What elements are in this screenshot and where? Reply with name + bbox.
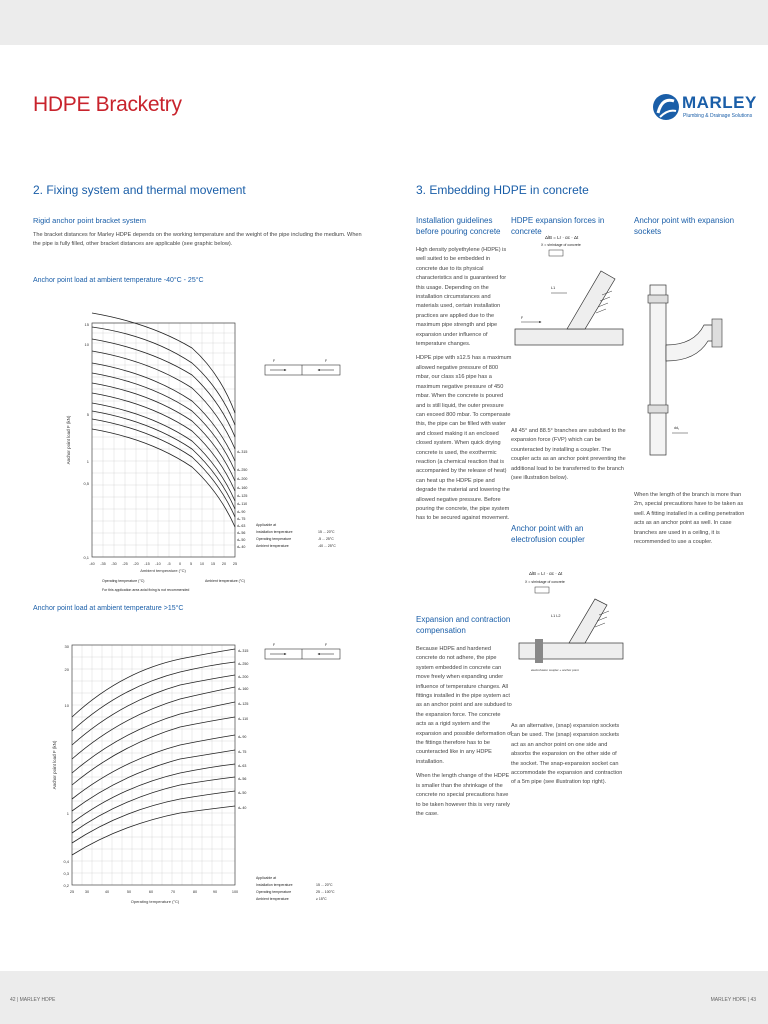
paragraph-branch-length: When the length of the branch is more than 2m, special precautions have to be taken as well. A fitting installed in a ceiling penetration acts as an anchor point as well. In case branches are used in a ceiling, it is recommended to use a coupler. xyxy=(634,492,745,546)
footer-left: 42 | MARLEY HDPE xyxy=(10,997,56,1003)
chart2-x-tick: 25 xyxy=(69,890,75,894)
chart1-x-tick: 5 xyxy=(189,562,193,566)
chart1-note-axial: For this application area axial fixing is not recommended xyxy=(102,588,190,592)
chart2-series-label: dₐ 50 xyxy=(238,791,247,795)
chart2-x-tick: 80 xyxy=(192,890,198,894)
chart1-anchor-load-low-temp xyxy=(60,313,350,593)
chart1-applicable-value: -5 ... 25°C xyxy=(318,537,334,541)
paragraph-length-change: When the length change of the HDPE is smaller than the shrinkage of the concrete no special precautions have to be taken however this is very rarely the case. xyxy=(416,773,510,817)
paragraph-hdpe-suited: High density polyethylene (HDPE) is well suited to be embedded in concrete due to its physical characteristics and is guaranteed for this usage. Depending on the installation circumstances and materials used, certain installation practices are applied due to the maximum pipe strength and pipe expansion under influence of temperature changes. xyxy=(416,247,507,348)
chart1-notes xyxy=(102,579,245,592)
chart2-applicable-box xyxy=(256,876,335,901)
electrofusion-coupler-diagram xyxy=(511,565,629,685)
chart1-x-tick: -30 xyxy=(111,562,117,566)
chart2-series-label: dₐ 63 xyxy=(238,764,247,768)
chart1-x-tick: 20 xyxy=(221,562,227,566)
chart2-x-tick: 30 xyxy=(84,890,90,894)
chart1-series-label: dₐ 110 xyxy=(237,502,248,506)
chart2-anchor-load-high-temp xyxy=(52,637,350,907)
chart2-series-label: dₐ 160 xyxy=(238,687,249,691)
paragraph-snap-sockets: As an alternative, (snap) expansion sockets can be used. The (snap) expansion sockets act as an anchor point on one side and absorbs the expansion on the other side of the socket. The snap-expansion socket can accommodate the expansion and contraction of a 5m pipe (see illustration top right). xyxy=(511,723,623,786)
chart1-applicable-label: Ambient temperature xyxy=(256,544,289,548)
chart1-x-tick: -25 xyxy=(122,562,128,566)
chart1-applicable-value: 15 ... 20°C xyxy=(318,530,335,534)
svg-text:L1: L1 xyxy=(551,286,556,290)
chart2-series-label: dₐ 200 xyxy=(238,675,249,679)
subheading-expansion-compensation: Expansion and contraction compensation xyxy=(416,615,511,635)
chart2-y-label: Anchor point load F (kN) xyxy=(52,740,57,790)
chart1-note-ambient: Ambient temperature (°C) xyxy=(205,579,245,583)
chart2-y-tick: 0,2 xyxy=(63,883,69,888)
chart1-y-label: Anchor point load F (kN) xyxy=(66,415,71,465)
chart1-x-label: Ambient temperature (°C) xyxy=(140,568,186,573)
chart2-x-tick: 100 xyxy=(231,890,239,894)
chart2-x-tick: 60 xyxy=(148,890,154,894)
subheading-electrofusion-coupler: Anchor point with an electrofusion coupler xyxy=(511,524,585,544)
paragraph-negative-pressure: HDPE pipe with s12.5 has a maximum allowed negative pressure of 800 mbar, our class s16 pipe has a maximum negative pressure of 450 mbar. When the concrete is poured and is still liquid, the outer pressure can exceed 800 mbar. To compensate this, the pipe can be filled with water and closed making it an enclosed closed system. When quick drying concrete is used, the exothermic reaction (a chemical reaction that is accompanied by the release of heat) can heat up the HDPE pipe and degrade the material and lowering the allowed negative pressure. Before pouring the concrete, the pipe system has to be secured against movement. xyxy=(416,355,512,522)
formula-shrinkage-note: X = shrinkage of concrete xyxy=(541,243,581,247)
chart2-y-tick: 0,3 xyxy=(63,871,69,876)
svg-text:F: F xyxy=(273,359,276,363)
paragraph-branches: All 45° and 88.5° branches are subdued to the expansion force (FVP) which can be counteracted by installing a coupler. The coupler acts as an anchor point preventing the additional load to be transferred to the branch (see illustration below). xyxy=(511,428,626,482)
chart1-x-tick: -20 xyxy=(133,562,139,566)
chart1-series-label: dₐ 315 xyxy=(237,450,248,454)
chart1-applicable-value: -40 ... 25°C xyxy=(318,544,336,548)
chart2-y-tick: 20 xyxy=(64,667,69,672)
chart1-y-ticks xyxy=(83,322,89,560)
svg-text:L1 L2: L1 L2 xyxy=(551,614,561,618)
logo-word: MARLEY xyxy=(682,93,757,112)
chart2-y-tick: 10 xyxy=(64,703,69,708)
page-title: HDPE Bracketry xyxy=(33,93,182,116)
intro-paragraph: The bracket distances for Marley HDPE depends on the working temperature and the weight of the pipe including the medium. When the pipe is fully filled, other bracket distances are applicable (see graphic below). xyxy=(33,232,362,248)
chart1-x-tick: -40 xyxy=(89,562,95,566)
chart2-x-ticks xyxy=(70,890,238,894)
chart2-pipe-diagram xyxy=(265,643,340,659)
chart1-x-tick: -35 xyxy=(100,562,106,566)
chart1-applicable-label: Installation temperature xyxy=(256,530,293,534)
svg-text:F: F xyxy=(273,643,276,647)
chart1-curves xyxy=(92,313,235,527)
chart1-applicable-heading: Applicable at xyxy=(256,523,277,527)
chart2-series-label: dₐ 40 xyxy=(238,806,247,810)
chart2-applicable-heading: Applicable at xyxy=(256,876,277,880)
chart2-series-label: dₐ 125 xyxy=(238,702,249,706)
svg-text:F: F xyxy=(521,316,524,320)
svg-text:dd₁: dd₁ xyxy=(674,426,680,430)
chart1-applicable-box xyxy=(256,523,336,548)
chart1-series-label: dₐ 63 xyxy=(237,524,246,528)
chart2-applicable-label: Operating temperature xyxy=(256,890,292,894)
chart1-frame xyxy=(92,323,235,557)
chart1-y-tick: 0,5 xyxy=(83,481,89,486)
chart2-series-label: dₐ 315 xyxy=(238,649,249,653)
chart1-x-tick: -10 xyxy=(155,562,161,566)
chart2-x-label: Operating temperature (°C) xyxy=(130,899,180,904)
formula-coupler: ΔlB = Lr · αc · Δt xyxy=(529,571,563,576)
chart1-series-label: dₐ 160 xyxy=(237,486,248,490)
logo-tagline: Plumbing & Drainage Solutions xyxy=(683,113,753,119)
chart1-series-label: dₐ 56 xyxy=(237,531,246,535)
chart1-x-tick: -5 xyxy=(167,562,171,566)
expansion-sockets-diagram xyxy=(634,285,749,465)
chart1-series-label: dₐ 125 xyxy=(237,494,248,498)
formula-coupler-note: X = shrinkage of concrete xyxy=(525,580,565,584)
subheading-expansion-sockets: Anchor point with expansion sockets xyxy=(634,216,735,236)
chart2-applicable-value: ≥ 15°C xyxy=(316,897,327,901)
chart2-series-label: dₐ 90 xyxy=(238,735,247,739)
chart1-y-tick: 1 xyxy=(86,459,89,464)
column1-text-1 xyxy=(416,246,512,529)
chart2-curves xyxy=(72,649,235,855)
branch-expansion-diagram xyxy=(511,231,629,361)
chart2-y-ticks xyxy=(63,644,69,888)
chart1-x-tick: 25 xyxy=(232,562,238,566)
chart2-x-tick: 50 xyxy=(126,890,132,894)
chart2-series-labels xyxy=(238,649,248,810)
chart2-title: Anchor point load at ambient temperature >15°C xyxy=(33,605,184,612)
chart2-y-tick: 1 xyxy=(66,811,69,816)
chart2-series-label: dₐ 110 xyxy=(238,717,249,721)
chart2-x-tick: 90 xyxy=(212,890,218,894)
chart1-y-tick: 10 xyxy=(84,342,89,347)
chart1-series-label: dₐ 50 xyxy=(237,538,246,542)
chart1-series-labels xyxy=(237,450,247,549)
chart2-y-tick: 30 xyxy=(64,644,69,649)
footer-right: MARLEY HDPE | 43 xyxy=(710,997,756,1003)
chart2-series-label: dₐ 75 xyxy=(238,750,247,754)
chart1-series-label: dₐ 200 xyxy=(237,477,248,481)
chart2-applicable-value: 15 ... 20°C xyxy=(316,883,333,887)
marley-logo xyxy=(652,89,757,129)
paragraph-expansion-free: Because HDPE and hardened concrete do not adhere, the pipe system embedded in concrete can move freely when expanding under influence of temperature changes. All fittings installed in the pipe system act as an anchor point and are subdued to the expansion force. The concrete acts as a rigid system and the expansion and possible deformation of the fittings therefore has to be counteracted like in any HDPE installation. xyxy=(416,646,512,765)
chart1-series-label: dₐ 75 xyxy=(237,517,246,521)
chart1-note-operating: Operating temperature (°C) xyxy=(102,579,145,583)
subheading-installation-guidelines: Installation guidelines before pouring concrete xyxy=(416,216,501,236)
chart2-x-tick: 40 xyxy=(104,890,110,894)
chart1-series-label: dₐ 40 xyxy=(237,545,246,549)
svg-text:F: F xyxy=(325,359,328,363)
chart1-x-tick: 0 xyxy=(178,562,182,566)
chart1-series-label: dₐ 90 xyxy=(237,510,246,514)
section-heading-concrete: 3. Embedding HDPE in concrete xyxy=(416,183,589,197)
chart1-y-tick: 15 xyxy=(84,322,89,327)
chart1-series-label: dₐ 250 xyxy=(237,468,248,472)
chart1-pipe-diagram xyxy=(265,359,340,375)
chart1-applicable-label: Operating temperature xyxy=(256,537,292,541)
svg-text:F: F xyxy=(325,643,328,647)
chart2-applicable-label: Ambient temperature xyxy=(256,897,289,901)
chart1-y-tick: 0,1 xyxy=(83,555,89,560)
column1-text-2 xyxy=(416,645,512,824)
chart2-applicable-label: Installation temperature xyxy=(256,883,293,887)
subheading-rigid-anchor: Rigid anchor point bracket system xyxy=(33,216,146,225)
brochure-spread xyxy=(0,45,768,1003)
subheading-expansion-forces: HDPE expansion forces in concrete xyxy=(511,216,605,236)
chart1-y-tick: 5 xyxy=(86,412,89,417)
chart2-series-label: dₐ 250 xyxy=(238,662,249,666)
formula-expansion: ΔlB = Lr · αc · Δt xyxy=(545,235,579,240)
chart2-x-tick: 70 xyxy=(170,890,176,894)
chart2-grid xyxy=(72,645,235,885)
coupler-caption: electrofusion coupler + anchor point xyxy=(531,668,579,672)
chart1-title: Anchor point load at ambient temperature -40°C - 25°C xyxy=(33,277,204,284)
chart1-x-tick: 15 xyxy=(210,562,216,566)
chart1-x-tick: 10 xyxy=(199,562,205,566)
chart1-x-tick: -15 xyxy=(144,562,150,566)
chart1-grid xyxy=(92,323,235,557)
chart1-x-ticks xyxy=(89,562,237,566)
chart2-y-tick: 0,4 xyxy=(63,859,69,864)
chart2-applicable-value: 25 ... 100°C xyxy=(316,890,335,894)
chart2-series-label: dₐ 56 xyxy=(238,777,247,781)
section-heading-fixing: 2. Fixing system and thermal movement xyxy=(33,183,246,197)
